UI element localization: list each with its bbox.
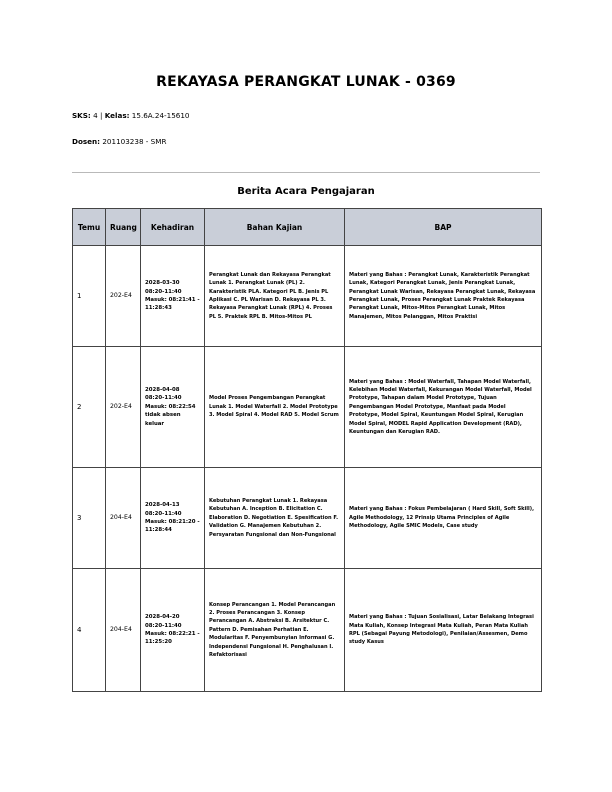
dosen-label: Dosen: — [72, 137, 101, 146]
table-row — [73, 468, 542, 569]
separator: | — [99, 111, 103, 120]
section-title: Berita Acara Pengajaran — [237, 186, 375, 197]
cell-ruang: 202-E4 — [106, 347, 141, 468]
cell-temu: 4 — [73, 569, 106, 692]
cell-bahan-kajian: Kebutuhan Perangkat Lunak 1. Rekayasa Kebutuhan A. Inception B. Elicitation C. Elaboration D. Negotiation E. Spesification F. Validation G. Manajemen Kebutuhan 2. Persyaratan Fungsional dan Non-Fungsional — [205, 468, 345, 569]
cell-bap: Materi yang Bahas : Fokus Pembelajaran ( Hard Skill, Soft Skill), Agile Methodology, 12 Prinsip Utama Principles of Agile Methodology, Agile SMIC Models, Case study — [345, 468, 542, 569]
table-row — [73, 246, 542, 347]
course-info-line — [72, 111, 189, 121]
cell-bap: Materi yang Bahas : Tujuan Sosialisasi, Latar Belakang Integrasi Mata Kuliah, Konsep Integrasi Mata Kuliah, Peran Mata Kuliah RPL (Sebagai Payung Metodologi), Penilaian/Assesmen, Demo study Kasus — [345, 569, 542, 692]
column-header-temu: Temu — [73, 209, 106, 246]
cell-bap: Materi yang Bahas : Perangkat Lunak, Karakteristik Perangkat Lunak, Kategori Perangkat Lunak, Jenis Perangkat Lunak, Perangkat Lunak Warisan, Rekayasa Perangkat Lunak, Rekayasa Perangkat Lunak, Proses Perangkat Lunak Praktek Rekayasa Perangkat Lunak, Mitos-Mitos Perangkat Lunak, Mitos Manajemen, Mitos Pelanggan, Mitos Praktisi — [345, 246, 542, 347]
column-header-bap: BAP — [345, 209, 542, 246]
cell-bahan-kajian: Model Proses Pengembangan Perangkat Lunak 1. Model Waterfall 2. Model Prototype 3. Model Spiral 4. Model RAD 5. Model Scrum — [205, 347, 345, 468]
cell-kehadiran: 2028-04-08 08:20-11:40 Masuk: 08:22:54 tidak absen keluar — [141, 347, 205, 468]
cell-kehadiran: 2028-04-20 08:20-11:40 Masuk: 08:22:21 - 11:25:20 — [141, 569, 205, 692]
kelas-label: Kelas: — [104, 111, 130, 120]
document-title: REKAYASA PERANGKAT LUNAK - 0369 — [156, 74, 456, 90]
table-header-row — [73, 209, 542, 246]
lecturer-info-line — [72, 137, 166, 147]
cell-temu: 3 — [73, 468, 106, 569]
teaching-report-table — [72, 208, 542, 692]
cell-bahan-kajian: Konsep Perancangan 1. Model Perancangan 2. Proses Perancangan 3. Konsep Perancangan A. Abstraksi B. Arsitektur C. Pattern D. Pemisahan Perhatian E. Modularitas F. Penyembunyian Informasi G. Independensi Fungsional H. Penghalusan I. Refaktorisasi — [205, 569, 345, 692]
table-row — [73, 347, 542, 468]
column-header-ruang: Ruang — [106, 209, 141, 246]
divider — [72, 172, 540, 173]
cell-temu: 2 — [73, 347, 106, 468]
cell-ruang: 204-E4 — [106, 569, 141, 692]
dosen-value: 201103238 - SMR — [102, 137, 167, 146]
column-header-kehadiran: Kehadiran — [141, 209, 205, 246]
sks-value: 4 — [93, 111, 98, 120]
column-header-bahan-kajian: Bahan Kajian — [205, 209, 345, 246]
cell-ruang: 204-E4 — [106, 468, 141, 569]
cell-bahan-kajian: Perangkat Lunak dan Rekayasa Perangkat Lunak 1. Perangkat Lunak (PL) 2. Karakteristik PLA. Kategori PL B. Jenis PL Aplikasi C. PL Warisan D. Rekayasa PL 3. Rekayasa Perangkat Lunak (RPL) 4. Proses PL 5. Praktek RPL B. Mitos-Mitos PL — [205, 246, 345, 347]
cell-temu: 1 — [73, 246, 106, 347]
sks-label: SKS: — [72, 111, 91, 120]
table-row — [73, 569, 542, 692]
kelas-value: 15.6A.24-15610 — [131, 111, 190, 120]
cell-kehadiran: 2028-03-30 08:20-11:40 Masuk: 08:21:41 - 11:28:43 — [141, 246, 205, 347]
cell-bap: Materi yang Bahas : Model Waterfall, Tahapan Model Waterfall, Kelebihan Model Waterfall, Kekurangan Model Waterfall, Model Prototype, Tahapan dalam Model Prototype, Tujuan Pengembangan Model Prototype, Manfaat pada Model Prototype, Model Spiral, Keuntungan Model Spiral, Kerugian Model Spiral, MODEL Rapid Application Development (RAD), Keuntungan dan Kerugian RAD. — [345, 347, 542, 468]
cell-kehadiran: 2028-04-13 08:20-11:40 Masuk: 08:21:20 - 11:28:44 — [141, 468, 205, 569]
cell-ruang: 202-E4 — [106, 246, 141, 347]
